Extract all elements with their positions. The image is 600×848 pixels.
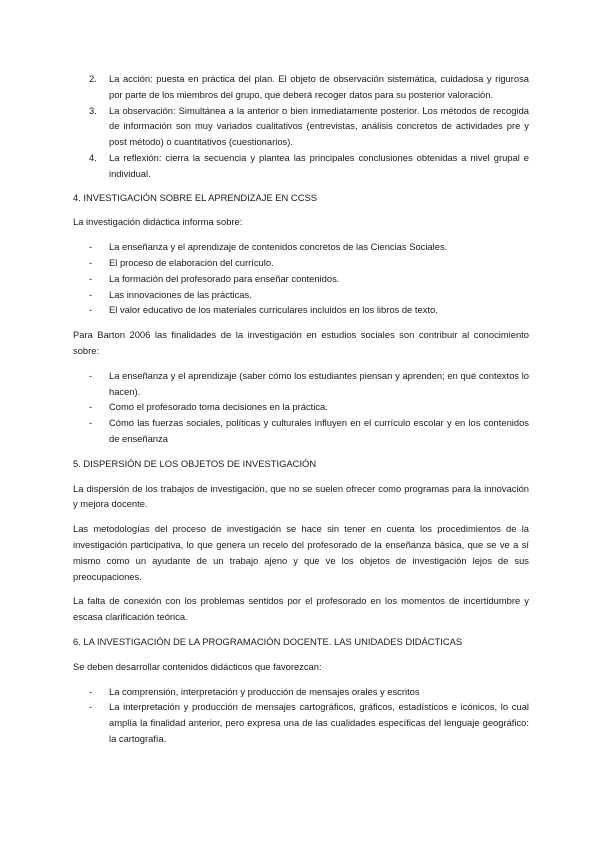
- item-text: El valor educativo de los materiales curriculares incluidos en los libros de texto.: [109, 304, 438, 316]
- section-5-paragraph: La falta de conexión con los problemas sentidos por el profesorado en los momentos de incertidumbre y escasa clarificación teórica.: [73, 595, 529, 623]
- dash-bullet: -: [89, 369, 93, 381]
- section-5-heading: 5. DISPERSIÓN DE LOS OBJETOS DE INVESTIGACIÓN: [73, 457, 317, 469]
- section-5-paragraph: Las metodologías del proceso de investigación se hace sin tener en cuenta los procedimientos de la investigación participativa, lo que genera un recelo del profesorado de la enseñanza básica, que se ve a sí mismo como un ayudante de un trabajo ajeno y que ve los objetos de investigación lejos de sus preocupaciones.: [73, 523, 529, 582]
- item-text: La comprensión, interpretación y producción de mensajes orales y escritos: [109, 685, 420, 697]
- item-text: La enseñanza y el aprendizaje (saber cómo los estudiantes piensan y aprenden; en qué contextos lo hacen).: [109, 369, 529, 397]
- list-item: [73, 287, 529, 303]
- section-5-paragraph: La dispersión de los trabajos de investigación, que no se suelen ofrecer como programas para la innovación y mejora docente.: [73, 482, 529, 510]
- list-item: [73, 368, 529, 400]
- list-item: [73, 150, 529, 182]
- item-text: La formación del profesorado para enseñar contenidos.: [109, 272, 340, 284]
- list-item: [73, 71, 529, 103]
- dash-bullet: -: [89, 272, 93, 284]
- barton-list: [73, 368, 529, 447]
- action-research-steps-list: [73, 71, 529, 182]
- dash-bullet: -: [89, 417, 93, 429]
- list-item: [73, 699, 529, 746]
- dash-bullet: -: [89, 304, 93, 316]
- page-content: [73, 71, 529, 756]
- item-number: 4.: [89, 151, 97, 163]
- item-text: La interpretación y producción de mensajes cartográficos, gráficos, estadísticos e icónicos, lo cual amplía la finalidad anterior, pero expresa una de las cualidades específicas del lenguaje geográfico: la cartografía.: [109, 701, 529, 744]
- item-text: La enseñanza y el aprendizaje de contenidos concretos de las Ciencias Sociales.: [109, 241, 448, 253]
- dash-bullet: -: [89, 685, 93, 697]
- item-text: La reflexión: cierra la secuencia y plantea las principales conclusiones obtenidas a nivel grupal e individual.: [109, 151, 529, 179]
- section-4-heading: 4. INVESTIGACIÓN SOBRE EL APRENDIZAJE EN CCSS: [73, 191, 317, 203]
- list-item: [73, 255, 529, 271]
- dash-bullet: -: [89, 701, 93, 713]
- section-4-intro: La investigación didáctica informa sobre:: [73, 216, 243, 228]
- item-text: Cómo las fuerzas sociales, políticas y culturales influyen en el currículo escolar y en los contenidos de enseñanza: [109, 417, 529, 444]
- item-text: Las innovaciones de las prácticas.: [109, 288, 252, 300]
- item-text: El proceso de elaboración del currículo.: [109, 256, 274, 268]
- item-text: La acción: puesta en práctica del plan. El objeto de observación sistemática, cuidadosa y rigurosa por parte de los miembros del grupo, que deberá recoger datos para su posterior valoración.: [109, 73, 529, 100]
- section-6-list: [73, 684, 529, 747]
- item-number: 3.: [89, 104, 97, 116]
- dash-bullet: -: [89, 241, 93, 253]
- item-text: Como el profesorado toma decisiones en la práctica.: [109, 401, 328, 413]
- list-item: [73, 399, 529, 415]
- section-6-intro: Se deben desarrollar contenidos didácticos que favorezcan:: [73, 660, 322, 672]
- dash-bullet: -: [89, 288, 93, 300]
- barton-intro: Para Barton 2006 las finalidades de la investigación en estudios sociales son contribuir al conocimiento sobre:: [73, 329, 529, 356]
- list-item: [73, 103, 529, 150]
- section-6-heading: 6. LA INVESTIGACIÓN DE LA PROGRAMACIÓN DOCENTE. LAS UNIDADES DIDÁCTICAS: [73, 635, 463, 647]
- item-number: 2.: [89, 73, 97, 84]
- section-4-list: [73, 239, 529, 318]
- dash-bullet: -: [89, 256, 93, 268]
- list-item: [73, 302, 529, 318]
- list-item: [73, 415, 529, 447]
- dash-bullet: -: [89, 401, 93, 413]
- list-item: [73, 271, 529, 287]
- list-item: [73, 239, 529, 255]
- item-text: La observación: Simultánea a la anterior o bien inmediatamente posterior. Los métodos de recogida de información son muy variados cualitativos (entrevistas, análisis concretos de actividades pre y post método) o cuantitativos (cuestionarios).: [109, 104, 529, 148]
- list-item: [73, 684, 529, 700]
